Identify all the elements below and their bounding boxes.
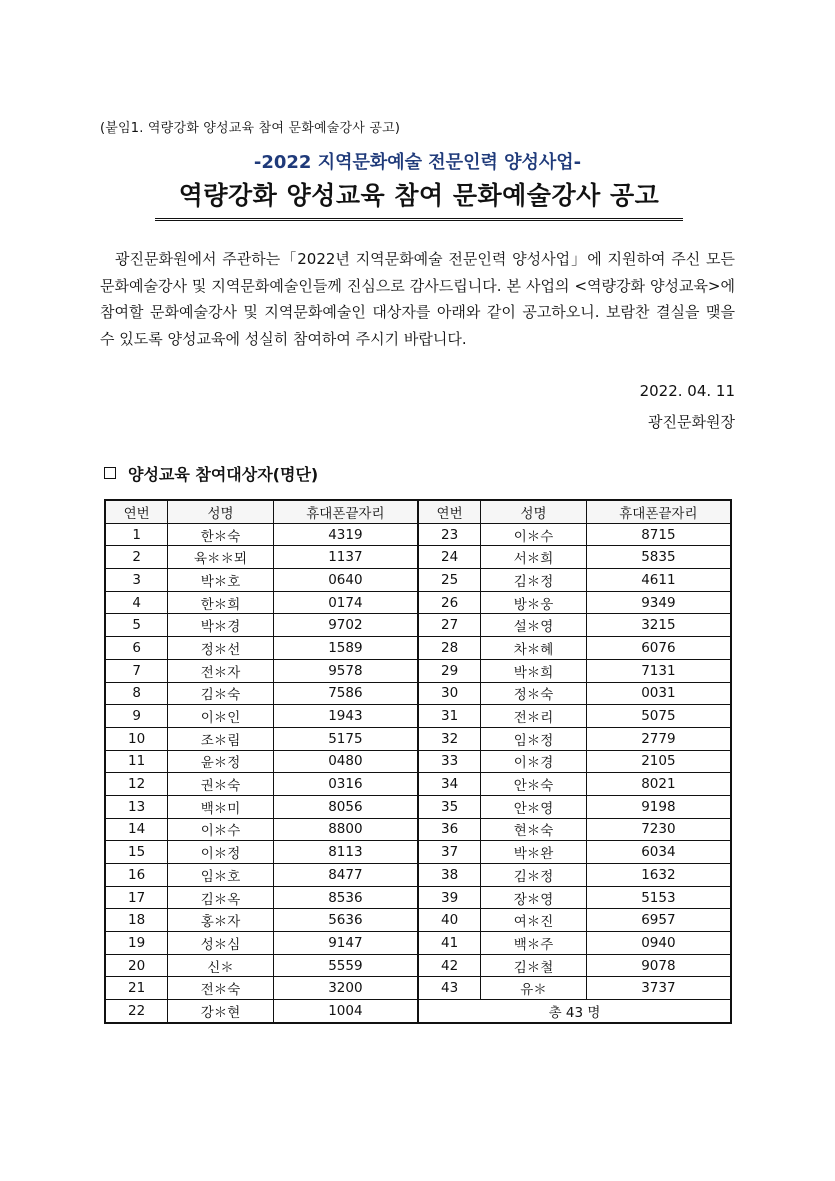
- phone-last-digits: 1137: [273, 546, 418, 569]
- header-no-right: 연번: [418, 500, 481, 523]
- table-row: [105, 954, 731, 977]
- participant-name: 박＊호: [168, 569, 274, 592]
- participant-name: 김＊숙: [168, 682, 274, 705]
- participant-table: [104, 499, 732, 1024]
- row-number: 9: [105, 705, 168, 728]
- row-number: 30: [418, 682, 481, 705]
- row-number: 10: [105, 727, 168, 750]
- participant-name: 이＊인: [168, 705, 274, 728]
- phone-last-digits: 2105: [586, 750, 731, 773]
- row-number: 26: [418, 591, 481, 614]
- section-heading: [104, 462, 318, 485]
- participant-name: 신＊: [168, 954, 274, 977]
- row-number: 11: [105, 750, 168, 773]
- row-number: 5: [105, 614, 168, 637]
- participant-name: 김＊옥: [168, 886, 274, 909]
- table-row: [105, 977, 731, 1000]
- phone-last-digits: 0640: [273, 569, 418, 592]
- phone-last-digits: 8056: [273, 795, 418, 818]
- participant-name: 전＊자: [168, 659, 274, 682]
- phone-last-digits: 8113: [273, 841, 418, 864]
- participant-name: 백＊주: [481, 932, 587, 955]
- row-number: 29: [418, 659, 481, 682]
- total-count: 총 43 명: [418, 1000, 731, 1023]
- table-row: [105, 932, 731, 955]
- phone-last-digits: 1632: [586, 864, 731, 887]
- phone-last-digits: 1943: [273, 705, 418, 728]
- participant-name: 임＊호: [168, 864, 274, 887]
- participant-name: 성＊심: [168, 932, 274, 955]
- body-paragraph: [100, 246, 735, 352]
- row-number: 35: [418, 795, 481, 818]
- participant-name: 이＊경: [481, 750, 587, 773]
- phone-last-digits: 1004: [273, 1000, 418, 1023]
- phone-last-digits: 4319: [273, 523, 418, 546]
- phone-last-digits: 3200: [273, 977, 418, 1000]
- phone-last-digits: 2779: [586, 727, 731, 750]
- phone-last-digits: 5835: [586, 546, 731, 569]
- phone-last-digits: 3737: [586, 977, 731, 1000]
- phone-last-digits: 0480: [273, 750, 418, 773]
- phone-last-digits: 6076: [586, 637, 731, 660]
- row-number: 31: [418, 705, 481, 728]
- participant-name: 장＊영: [481, 886, 587, 909]
- row-number: 1: [105, 523, 168, 546]
- row-number: 3: [105, 569, 168, 592]
- phone-last-digits: 3215: [586, 614, 731, 637]
- participant-name: 홍＊자: [168, 909, 274, 932]
- participant-name: 이＊수: [481, 523, 587, 546]
- table-row: [105, 523, 731, 546]
- table-header-row: [105, 500, 731, 523]
- row-number: 32: [418, 727, 481, 750]
- phone-last-digits: 8477: [273, 864, 418, 887]
- header-no-left: 연번: [105, 500, 168, 523]
- participant-name: 육＊＊뫼: [168, 546, 274, 569]
- participant-name: 이＊수: [168, 818, 274, 841]
- row-number: 19: [105, 932, 168, 955]
- row-number: 22: [105, 1000, 168, 1023]
- row-number: 13: [105, 795, 168, 818]
- row-number: 20: [105, 954, 168, 977]
- row-number: 2: [105, 546, 168, 569]
- participant-name: 윤＊정: [168, 750, 274, 773]
- participant-name: 서＊희: [481, 546, 587, 569]
- participant-name: 전＊리: [481, 705, 587, 728]
- phone-last-digits: 4611: [586, 569, 731, 592]
- row-number: 33: [418, 750, 481, 773]
- phone-last-digits: 9078: [586, 954, 731, 977]
- table-row: [105, 569, 731, 592]
- table-row: [105, 682, 731, 705]
- participant-name: 유＊: [481, 977, 587, 1000]
- title-wrapper: [155, 176, 683, 221]
- body-paragraph-text: 광진문화원에서 주관하는「2022년 지역문화예술 전문인력 양성사업」에 지원하여 주신 모든 문화예술강사 및 지역문화예술인들께 진심으로 감사드립니다. 본 사업의 <역량강화 양성교육>에 참여할 문화예술강사 및 지역문화예술인 대상자를 아래와 같이 공고하오니. 보람찬 결실을 맺을 수 있도록 양성교육에 성실히 참여하여 주시기 바랍니다.: [100, 250, 735, 348]
- attachment-label: (붙임1. 역량강화 양성교육 참여 문화예술강사 공고): [100, 121, 401, 136]
- header-name-left: 성명: [168, 500, 274, 523]
- phone-last-digits: 1589: [273, 637, 418, 660]
- table-row: [105, 795, 731, 818]
- checkbox-bullet-icon: [104, 467, 116, 479]
- participant-name: 방＊웅: [481, 591, 587, 614]
- row-number: 16: [105, 864, 168, 887]
- row-number: 21: [105, 977, 168, 1000]
- phone-last-digits: 7586: [273, 682, 418, 705]
- participant-name: 조＊림: [168, 727, 274, 750]
- participant-name: 김＊정: [481, 569, 587, 592]
- participant-name: 강＊현: [168, 1000, 274, 1023]
- participant-name: 박＊희: [481, 659, 587, 682]
- phone-last-digits: 6957: [586, 909, 731, 932]
- row-number: 39: [418, 886, 481, 909]
- row-number: 17: [105, 886, 168, 909]
- phone-last-digits: 0940: [586, 932, 731, 955]
- participant-name: 여＊진: [481, 909, 587, 932]
- table-row: [105, 705, 731, 728]
- phone-last-digits: 7230: [586, 818, 731, 841]
- phone-last-digits: 5153: [586, 886, 731, 909]
- phone-last-digits: 0174: [273, 591, 418, 614]
- participant-name: 박＊완: [481, 841, 587, 864]
- phone-last-digits: 9349: [586, 591, 731, 614]
- announcement-date: 2022. 04. 11: [639, 382, 735, 400]
- row-number: 28: [418, 637, 481, 660]
- row-number: 18: [105, 909, 168, 932]
- phone-last-digits: 0031: [586, 682, 731, 705]
- document-subtitle: -2022 지역문화예술 전문인력 양성사업-: [253, 152, 582, 173]
- row-number: 6: [105, 637, 168, 660]
- table-row: [105, 909, 731, 932]
- participant-name: 전＊숙: [168, 977, 274, 1000]
- row-number: 8: [105, 682, 168, 705]
- phone-last-digits: 9702: [273, 614, 418, 637]
- row-number: 24: [418, 546, 481, 569]
- table-row: [105, 773, 731, 796]
- header-phone-left: 휴대폰끝자리: [273, 500, 418, 523]
- row-number: 43: [418, 977, 481, 1000]
- phone-last-digits: 5075: [586, 705, 731, 728]
- table-row: [105, 1000, 731, 1023]
- row-number: 40: [418, 909, 481, 932]
- phone-last-digits: 9198: [586, 795, 731, 818]
- participant-name: 안＊숙: [481, 773, 587, 796]
- participant-name: 한＊숙: [168, 523, 274, 546]
- phone-last-digits: 8536: [273, 886, 418, 909]
- participant-name: 김＊철: [481, 954, 587, 977]
- document-title: 역량강화 양성교육 참여 문화예술강사 공고: [155, 176, 683, 221]
- table-row: [105, 659, 731, 682]
- row-number: 4: [105, 591, 168, 614]
- participant-name: 안＊영: [481, 795, 587, 818]
- row-number: 15: [105, 841, 168, 864]
- phone-last-digits: 8800: [273, 818, 418, 841]
- organization-signature: 광진문화원장: [648, 413, 735, 431]
- table-row: [105, 727, 731, 750]
- header-name-right: 성명: [481, 500, 587, 523]
- table-row: [105, 886, 731, 909]
- row-number: 14: [105, 818, 168, 841]
- table-row: [105, 864, 731, 887]
- row-number: 36: [418, 818, 481, 841]
- participant-name: 정＊선: [168, 637, 274, 660]
- phone-last-digits: 5559: [273, 954, 418, 977]
- table-row: [105, 841, 731, 864]
- section-title: 양성교육 참여대상자(명단): [128, 465, 319, 484]
- table-body: [105, 523, 731, 1023]
- header-phone-right: 휴대폰끝자리: [586, 500, 731, 523]
- phone-last-digits: 9147: [273, 932, 418, 955]
- table-row: [105, 591, 731, 614]
- row-number: 42: [418, 954, 481, 977]
- participant-name: 설＊영: [481, 614, 587, 637]
- phone-last-digits: 8021: [586, 773, 731, 796]
- row-number: 7: [105, 659, 168, 682]
- participant-name: 김＊정: [481, 864, 587, 887]
- phone-last-digits: 6034: [586, 841, 731, 864]
- row-number: 12: [105, 773, 168, 796]
- participant-name: 백＊미: [168, 795, 274, 818]
- participant-name: 이＊정: [168, 841, 274, 864]
- row-number: 41: [418, 932, 481, 955]
- participant-name: 차＊혜: [481, 637, 587, 660]
- row-number: 37: [418, 841, 481, 864]
- phone-last-digits: 5636: [273, 909, 418, 932]
- row-number: 34: [418, 773, 481, 796]
- participant-name: 정＊숙: [481, 682, 587, 705]
- phone-last-digits: 5175: [273, 727, 418, 750]
- table-row: [105, 818, 731, 841]
- participant-name: 현＊숙: [481, 818, 587, 841]
- phone-last-digits: 9578: [273, 659, 418, 682]
- phone-last-digits: 7131: [586, 659, 731, 682]
- row-number: 38: [418, 864, 481, 887]
- table-row: [105, 637, 731, 660]
- participant-name: 권＊숙: [168, 773, 274, 796]
- participant-name: 박＊경: [168, 614, 274, 637]
- row-number: 25: [418, 569, 481, 592]
- row-number: 27: [418, 614, 481, 637]
- phone-last-digits: 8715: [586, 523, 731, 546]
- table-row: [105, 546, 731, 569]
- participant-name: 한＊희: [168, 591, 274, 614]
- table-row: [105, 750, 731, 773]
- row-number: 23: [418, 523, 481, 546]
- table-row: [105, 614, 731, 637]
- phone-last-digits: 0316: [273, 773, 418, 796]
- participant-name: 임＊정: [481, 727, 587, 750]
